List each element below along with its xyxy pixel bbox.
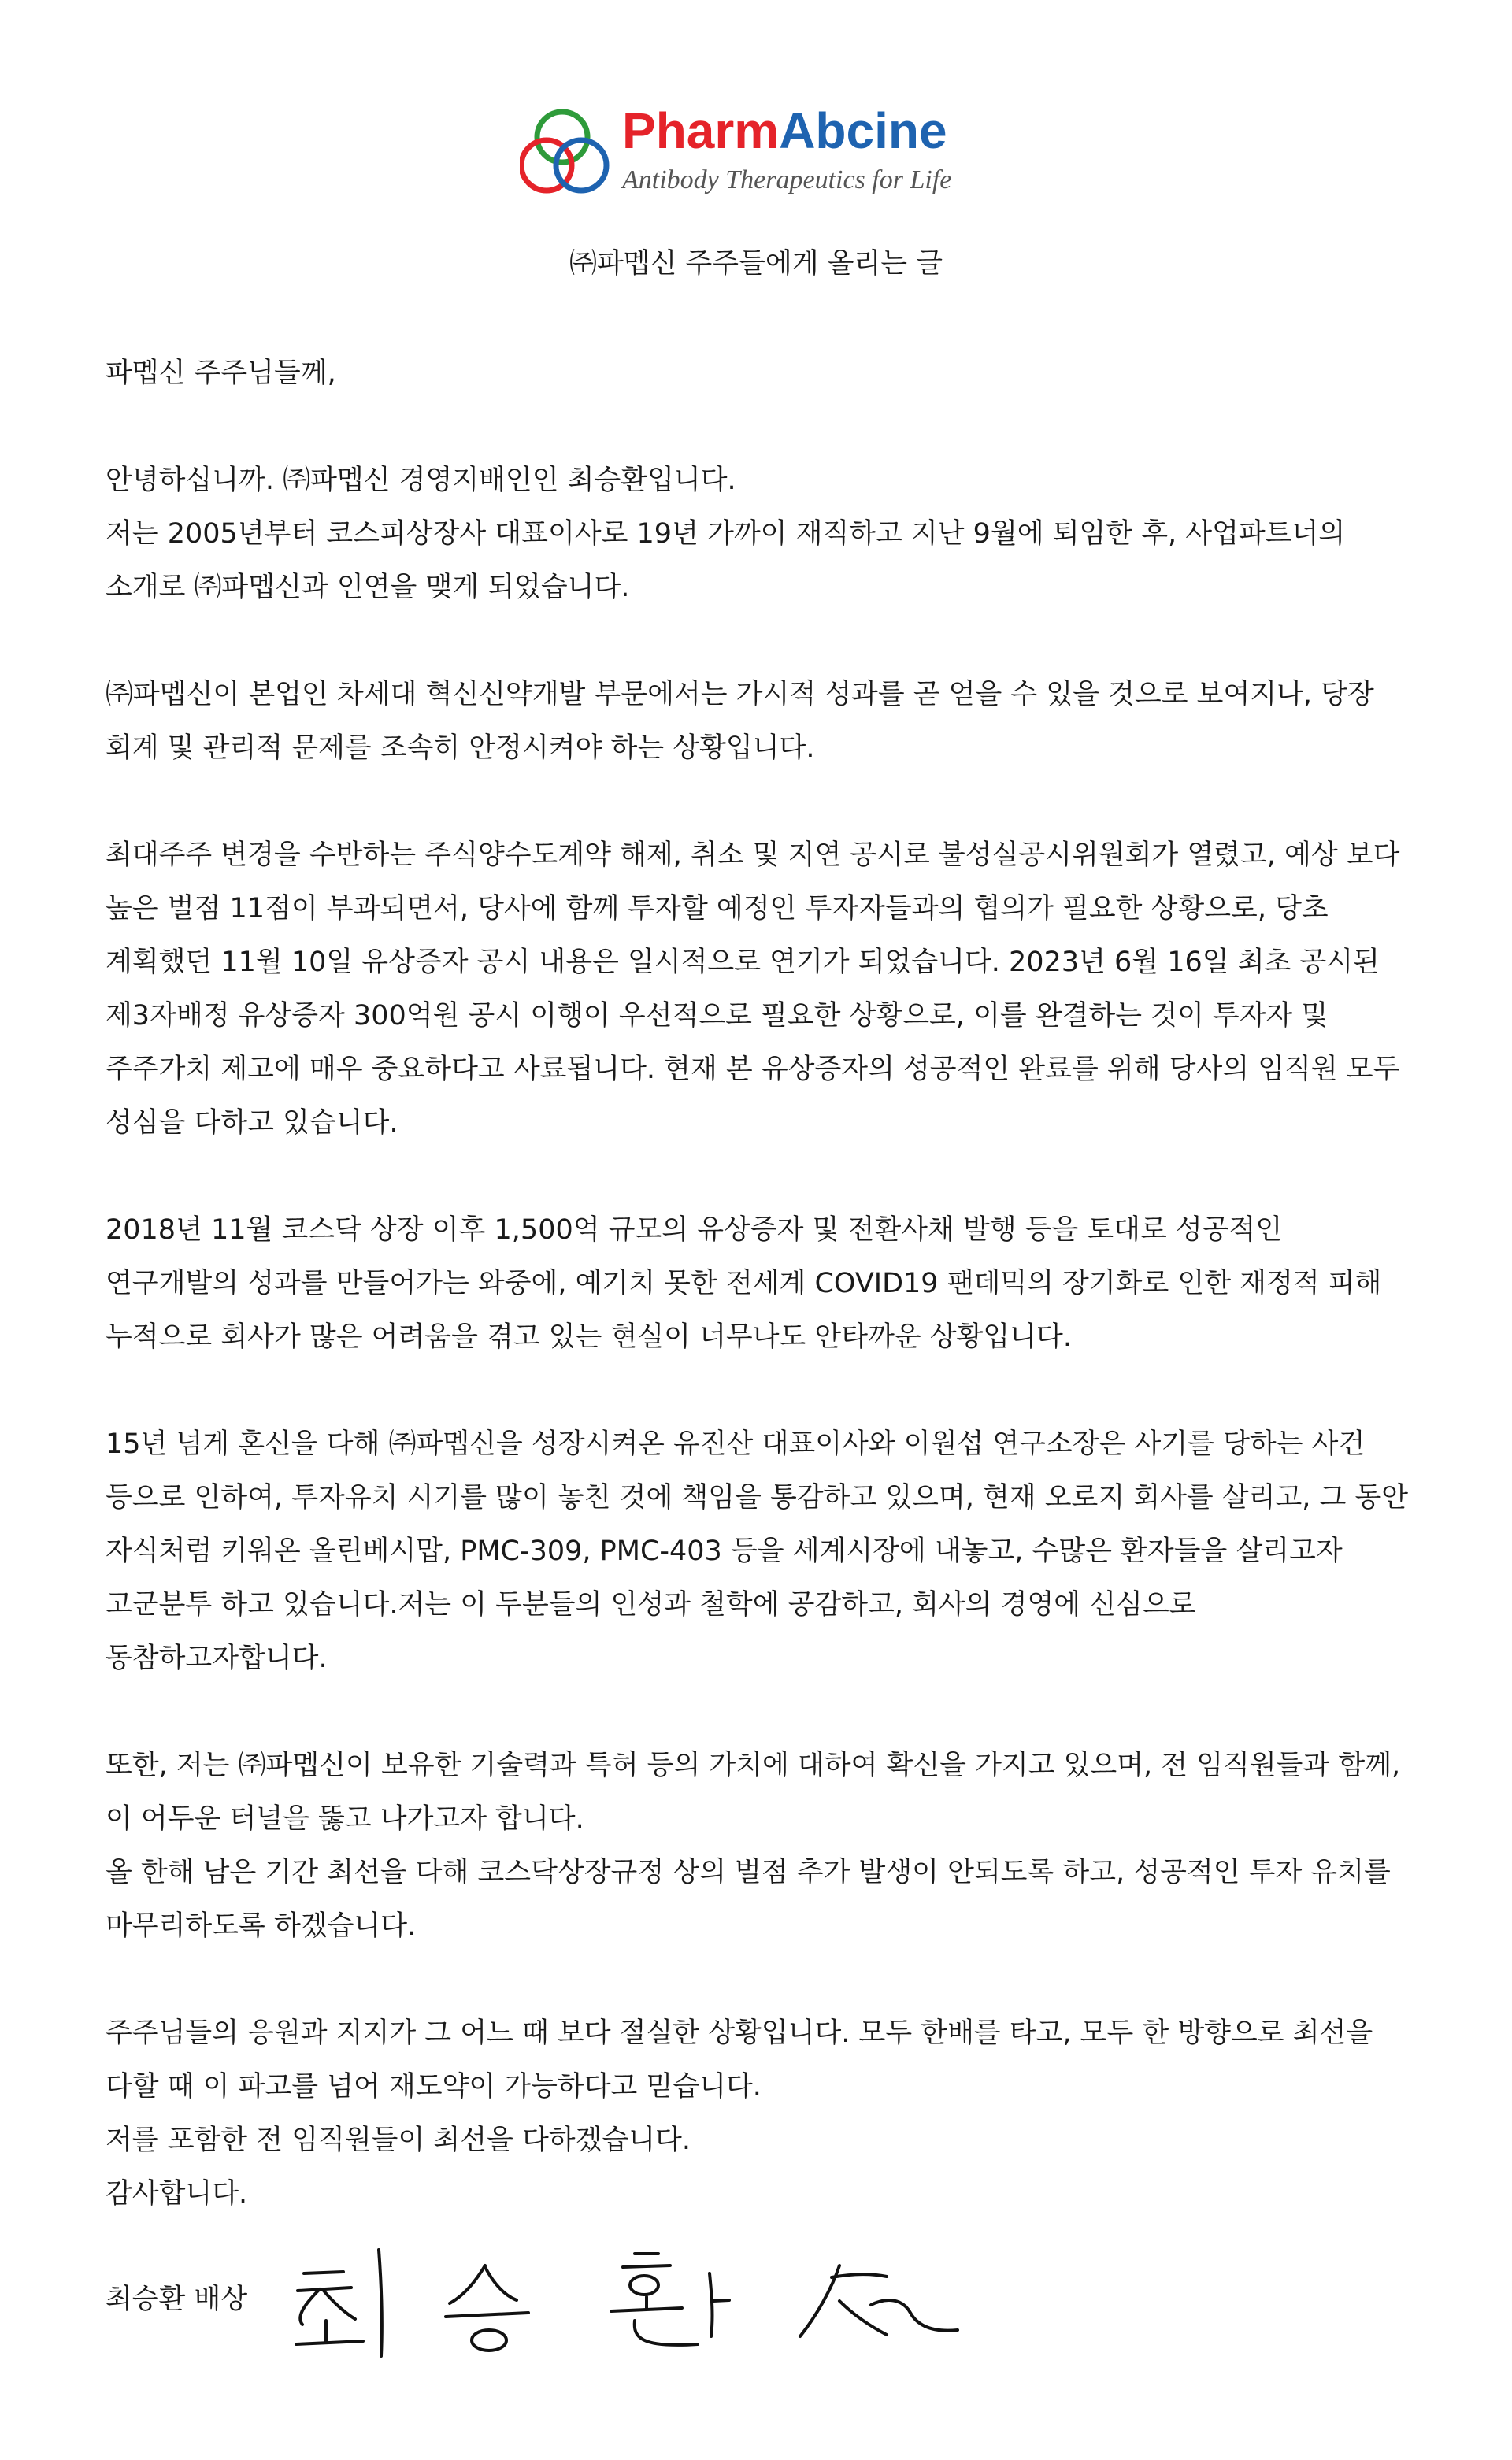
paragraph-appeal: 주주님들의 응원과 지지가 그 어느 때 보다 절실한 상황입니다. 모두 한배를 타고, 모두 한 방향으로 최선을 다할 때 이 파고를 넘어 재도약이 가능하다고 믿습니다. 저를 포함한 전 임직원들이 최선을 다하겠습니다. 감사합니다. <box>106 2017 1373 2210</box>
logo-rings-icon <box>520 102 614 205</box>
logo-wordmark <box>622 102 947 159</box>
paragraph-commitment: 또한, 저는 ㈜파멥신이 보유한 기술력과 특허 등의 가치에 대하여 확신을 가지고 있으며, 전 임직원들과 함께, 이 어두운 터널을 뚫고 나가고자 합니다. 올 한해 남은 기간 최선을 다해 코스닥상장규정 상의 벌점 추가 발생이 안되도록 하고, 성공적인 투자 유치를 마무리하도록 하겠습니다. <box>106 1750 1401 1942</box>
paragraph-history: 2018년 11월 코스닥 상장 이후 1,500억 규모의 유상증자 및 전환사채 발행 등을 토대로 성공적인 연구개발의 성과를 만들어가는 와중에, 예기치 못한 전세계 COVID19 팬데믹의 장기화로 인한 재정적 피해 누적으로 회사가 많은 어려움을 겪고 있는 현실이 너무나도 안타까운 상황입니다. <box>106 1214 1382 1353</box>
document-title: ㈜파멥신 주주들에게 올리는 글 <box>569 248 943 280</box>
closing-name: 최승환 배상 <box>106 2284 248 2315</box>
logo-wordmark-part1: Pharm <box>622 102 780 159</box>
logo-wordmark-part2: Abcine <box>779 102 947 159</box>
paragraph-situation: ㈜파멥신이 본업인 차세대 혁신신약개발 부문에서는 가시적 성과를 곧 얻을 수 있을 것으로 보여지나, 당장 회계 및 관리적 문제를 조속히 안정시켜야 하는 상황입니다. <box>106 679 1374 764</box>
salutation: 파멥신 주주님들께, <box>106 358 336 389</box>
company-logo <box>520 102 1008 213</box>
handwritten-signature <box>288 2242 965 2360</box>
paragraph-disclosure: 최대주주 변경을 수반하는 주식양수도계약 해제, 취소 및 지연 공시로 불성실공시위원회가 열렸고, 예상 보다 높은 벌점 11점이 부과되면서, 당사에 함께 투자할 예정인 투자자들과의 협의가 필요한 상황으로, 당초 계획했던 11월 10일 유상증자 공시 내용은 일시적으로 연기가 되었습니다. 2023년 6월 16일 최초 공시된 제3자배정 유상증자 300억원 공시 이행이 우선적으로 필요한 상황으로, 이를 완결하는 것이 투자자 및 주주가치 제고에 매우 중요하다고 사료됩니다. 현재 본 유상증자의 성공적인 완료를 위해 당사의 임직원 모두 성심을 다하고 있습니다. <box>106 839 1400 1139</box>
letter-body <box>106 346 1429 2221</box>
logo-tagline: Antibody Therapeutics for Life <box>622 165 952 195</box>
paragraph-greeting: 안녕하십니까. ㈜파멥신 경영지배인인 최승환입니다. 저는 2005년부터 코스피상장사 대표이사로 19년 가까이 재직하고 지난 9월에 퇴임한 후, 사업파트너의 소개로 ㈜파멥신과 인연을 맺게 되었습니다. <box>106 465 1346 603</box>
closing-block <box>106 2265 972 2328</box>
paragraph-founders: 15년 넘게 혼신을 다해 ㈜파멥신을 성장시켜온 유진산 대표이사와 이원섭 연구소장은 사기를 당하는 사건 등으로 인하여, 투자유치 시기를 많이 놓친 것에 책임을 통감하고 있으며, 현재 오로지 회사를 살리고, 그 동안 자식처럼 키워온 올린베시맙, PMC-309, PMC-403 등을 세계시장에 내놓고, 수많은 환자들을 살리고자 고군분투 하고 있습니다.저는 이 두분들의 인성과 철학에 공감하고, 회사의 경영에 신심으로 동참하고자합니다. <box>106 1428 1409 1674</box>
